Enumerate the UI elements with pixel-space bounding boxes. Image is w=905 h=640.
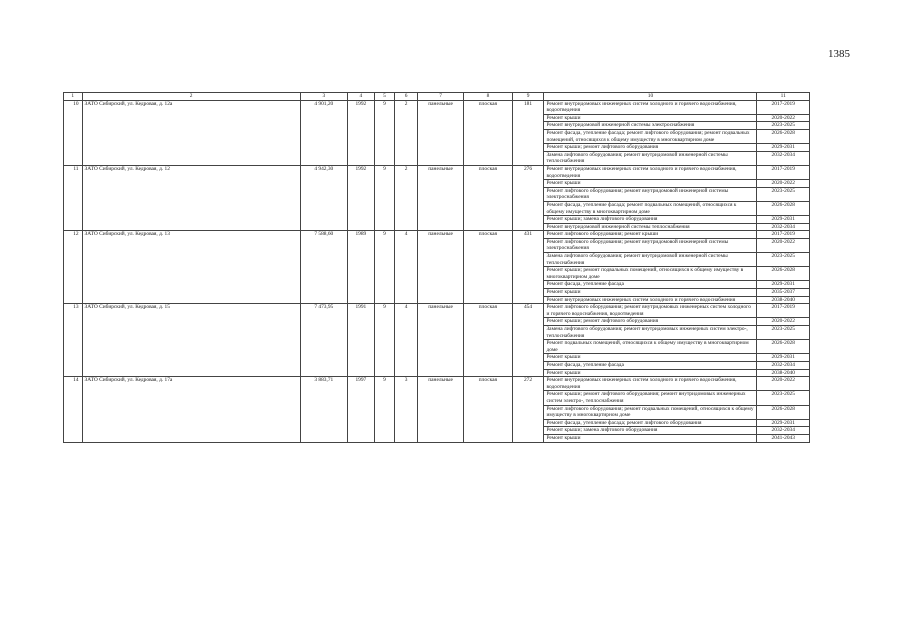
area-cell: 7 473,95 (300, 304, 347, 377)
period-cell: 2023-2025 (757, 253, 810, 267)
address-cell: ЗАТО Сибирский, ул. Кедровая, д. 15 (82, 304, 300, 377)
column-number: 7 (417, 93, 463, 101)
table-row (64, 304, 810, 318)
work-type-cell: Ремонт крыши; ремонт подвальных помещений, относящихся к общему имуществу в многоквартирном доме (544, 267, 757, 281)
work-type-cell: Ремонт лифтового оборудования; ремонт внутридомовых инженерных систем холодного и горячего водоснабжения, водоотведения (544, 304, 757, 318)
work-type-cell: Ремонт крыши (544, 354, 757, 362)
entrances-cell: 2 (395, 165, 418, 230)
period-cell: 2023-2025 (757, 187, 810, 201)
roof-type-cell: плоская (464, 165, 512, 230)
year-cell: 1992 (347, 100, 374, 165)
period-cell: 2029-2031 (757, 144, 810, 152)
residents-cell: 431 (512, 231, 544, 304)
work-type-cell: Ремонт внутридомовых инженерных систем холодного и горячего водоснабжения (544, 296, 757, 304)
work-type-cell: Ремонт внутридомовых инженерных систем холодного и горячего водоснабжения, водоотведения (544, 100, 757, 114)
column-number: 5 (374, 93, 395, 101)
residents-cell: 181 (512, 100, 544, 165)
entrances-cell: 4 (395, 304, 418, 377)
period-cell: 2029-2031 (757, 281, 810, 289)
period-cell: 2020-2022 (757, 238, 810, 252)
period-cell: 2032-2034 (757, 223, 810, 231)
residents-cell: 272 (512, 377, 544, 442)
year-cell: 1991 (347, 304, 374, 377)
work-type-cell: Ремонт фасада, утепление фасада; ремонт лифтового оборудования (544, 419, 757, 427)
entrances-cell: 2 (395, 100, 418, 165)
column-number: 6 (395, 93, 418, 101)
roof-type-cell: плоская (464, 377, 512, 442)
work-type-cell: Ремонт лифтового оборудования; ремонт внутридомовой инженерной системы электроснабжения (544, 238, 757, 252)
area-cell: 3 883,71 (300, 377, 347, 442)
walls-material-cell: панельные (417, 231, 463, 304)
period-cell: 2020-2022 (757, 114, 810, 122)
work-type-cell: Ремонт крыши; замена лифтового оборудования (544, 427, 757, 435)
table-body (64, 93, 810, 443)
period-cell: 2023-2025 (757, 391, 810, 405)
period-cell: 2026-2028 (757, 201, 810, 215)
roof-type-cell: плоская (464, 100, 512, 165)
work-type-cell: Ремонт лифтового оборудования; ремонт внутридомовой инженерной системы электроснабжения (544, 187, 757, 201)
work-type-cell: Замена лифтового оборудования; ремонт внутридомовой инженерной системы теплоснабжения (544, 151, 757, 165)
period-cell: 2032-2034 (757, 151, 810, 165)
column-number: 9 (512, 93, 544, 101)
row-number: 13 (64, 304, 83, 377)
period-cell: 2020-2022 (757, 180, 810, 188)
table-row (64, 377, 810, 391)
area-cell: 7 588,60 (300, 231, 347, 304)
work-type-cell: Ремонт внутридомовых инженерных систем холодного и горячего водоснабжения, водоотведения (544, 165, 757, 179)
period-cell: 2038-2040 (757, 369, 810, 377)
work-type-cell: Ремонт лифтового оборудования; ремонт крыши (544, 231, 757, 239)
entrances-cell: 3 (395, 377, 418, 442)
residents-cell: 454 (512, 304, 544, 377)
area-cell: 4 901,20 (300, 100, 347, 165)
column-number-row (64, 93, 810, 101)
table-row (64, 100, 810, 114)
capital-repair-table (63, 92, 810, 443)
row-number: 10 (64, 100, 83, 165)
work-type-cell: Ремонт крыши; ремонт лифтового оборудования (544, 318, 757, 326)
column-number: 4 (347, 93, 374, 101)
row-number: 12 (64, 231, 83, 304)
period-cell: 2017-2019 (757, 231, 810, 239)
address-cell: ЗАТО Сибирский, ул. Кедровая, д. 12 (82, 165, 300, 230)
address-cell: ЗАТО Сибирский, ул. Кедровая, д. 13 (82, 231, 300, 304)
period-cell: 2026-2028 (757, 405, 810, 419)
work-type-cell: Ремонт фасада, утепление фасада (544, 361, 757, 369)
period-cell: 2023-2025 (757, 326, 810, 340)
walls-material-cell: панельные (417, 100, 463, 165)
work-type-cell: Ремонт крыши (544, 289, 757, 297)
period-cell: 2029-2031 (757, 354, 810, 362)
work-type-cell: Ремонт крыши; ремонт лифтового оборудования; ремонт внутридомовых инженерных систем электро-, теплоснабжения (544, 391, 757, 405)
period-cell: 2017-2019 (757, 100, 810, 114)
period-cell: 2020-2022 (757, 318, 810, 326)
period-cell: 2023-2025 (757, 122, 810, 130)
address-cell: ЗАТО Сибирский, ул. Кедровая, д. 12а (82, 100, 300, 165)
column-number: 3 (300, 93, 347, 101)
period-cell: 2038-2040 (757, 296, 810, 304)
floors-cell: 9 (374, 100, 395, 165)
work-type-cell: Ремонт внутридомовой инженерной системы теплоснабжения (544, 223, 757, 231)
period-cell: 2026-2028 (757, 340, 810, 354)
period-cell: 2029-2031 (757, 419, 810, 427)
column-number: 10 (544, 93, 757, 101)
column-number: 2 (82, 93, 300, 101)
period-cell: 2020-2022 (757, 377, 810, 391)
column-number: 1 (64, 93, 83, 101)
row-number: 14 (64, 377, 83, 442)
period-cell: 2032-2034 (757, 361, 810, 369)
page-number: 1385 (828, 48, 850, 60)
work-type-cell: Ремонт крыши (544, 434, 757, 442)
period-cell: 2017-2019 (757, 304, 810, 318)
work-type-cell: Замена лифтового оборудования; ремонт внутридомовой инженерной системы теплоснабжения (544, 253, 757, 267)
work-type-cell: Ремонт крыши (544, 369, 757, 377)
work-type-cell: Ремонт фасада, утепление фасада; ремонт подвальных помещений, относящихся к общему имуществу в многоквартирном доме (544, 201, 757, 215)
work-type-cell: Ремонт фасада, утепление фасада; ремонт лифтового оборудования; ремонт подвальных помещений, относящихся к общему имуществу в многоквартирном доме (544, 129, 757, 143)
work-type-cell: Ремонт крыши; ремонт лифтового оборудования (544, 144, 757, 152)
work-type-cell: Ремонт внутридомовых инженерных систем холодного и горячего водоснабжения, водоотведения (544, 377, 757, 391)
floors-cell: 9 (374, 377, 395, 442)
year-cell: 1992 (347, 165, 374, 230)
year-cell: 1997 (347, 377, 374, 442)
walls-material-cell: панельные (417, 165, 463, 230)
year-cell: 1989 (347, 231, 374, 304)
walls-material-cell: панельные (417, 377, 463, 442)
address-cell: ЗАТО Сибирский, ул. Кедровая, д. 17а (82, 377, 300, 442)
work-type-cell: Замена лифтового оборудования; ремонт внутридомовых инженерных систем электро-, теплоснабжения (544, 326, 757, 340)
area-cell: 4 942,30 (300, 165, 347, 230)
table-row (64, 165, 810, 179)
column-number: 8 (464, 93, 512, 101)
work-type-cell: Ремонт лифтового оборудования; ремонт подвальных помещений, относящихся к общему имуществу в многоквартирном доме (544, 405, 757, 419)
period-cell: 2029-2031 (757, 216, 810, 224)
row-number: 11 (64, 165, 83, 230)
period-cell: 2035-2037 (757, 289, 810, 297)
work-type-cell: Ремонт фасада, утепление фасада (544, 281, 757, 289)
period-cell: 2041-2043 (757, 434, 810, 442)
roof-type-cell: плоская (464, 231, 512, 304)
period-cell: 2026-2028 (757, 267, 810, 281)
table-row (64, 231, 810, 239)
work-type-cell: Ремонт крыши (544, 114, 757, 122)
floors-cell: 9 (374, 165, 395, 230)
floors-cell: 9 (374, 231, 395, 304)
entrances-cell: 4 (395, 231, 418, 304)
work-type-cell: Ремонт крыши (544, 180, 757, 188)
period-cell: 2032-2034 (757, 427, 810, 435)
column-number: 11 (757, 93, 810, 101)
roof-type-cell: плоская (464, 304, 512, 377)
period-cell: 2017-2019 (757, 165, 810, 179)
work-type-cell: Ремонт крыши; замена лифтового оборудования (544, 216, 757, 224)
period-cell: 2026-2028 (757, 129, 810, 143)
floors-cell: 9 (374, 304, 395, 377)
residents-cell: 276 (512, 165, 544, 230)
work-type-cell: Ремонт внутридомовой инженерной системы электроснабжения (544, 122, 757, 130)
work-type-cell: Ремонт подвальных помещений, относящихся к общему имуществу в многоквартирном доме (544, 340, 757, 354)
walls-material-cell: панельные (417, 304, 463, 377)
